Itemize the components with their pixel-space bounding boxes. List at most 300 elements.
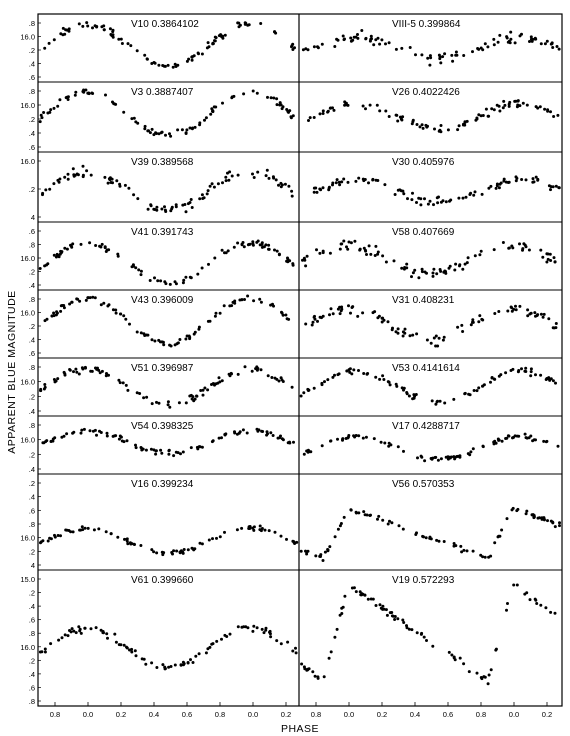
data-point <box>211 42 214 45</box>
data-point <box>133 543 136 546</box>
data-point <box>256 367 259 370</box>
data-point <box>71 301 74 304</box>
data-point <box>150 448 153 451</box>
data-point <box>491 377 494 380</box>
data-point <box>261 628 264 631</box>
data-point <box>552 115 555 118</box>
data-point <box>548 184 551 187</box>
data-point <box>72 530 75 533</box>
data-point <box>534 315 537 318</box>
data-point <box>143 54 146 57</box>
data-point <box>86 92 89 95</box>
data-point <box>355 590 358 593</box>
data-point <box>314 318 317 321</box>
data-point <box>211 537 214 540</box>
x-tick-label: 0.4 <box>409 710 421 719</box>
data-point <box>343 595 346 598</box>
data-point <box>349 367 352 370</box>
data-point <box>431 645 434 648</box>
y-tick-label: 16.0 <box>20 533 35 543</box>
data-point <box>553 256 556 259</box>
data-point <box>331 182 334 185</box>
data-point <box>293 46 296 49</box>
data-point <box>196 446 199 449</box>
y-tick-label: 4 <box>30 561 35 570</box>
data-point <box>89 370 92 373</box>
data-point <box>505 181 508 184</box>
data-point <box>237 625 240 628</box>
data-point <box>550 43 553 46</box>
data-point <box>126 542 129 545</box>
data-point <box>151 128 154 131</box>
data-point <box>91 26 94 29</box>
data-point <box>113 103 116 106</box>
data-point <box>546 519 549 522</box>
data-point <box>330 307 333 310</box>
data-point <box>532 177 535 180</box>
data-point <box>339 248 342 251</box>
data-point <box>182 451 185 454</box>
data-point <box>274 531 277 534</box>
y-tick-label: .2 <box>28 450 35 460</box>
data-point <box>201 53 204 56</box>
data-point <box>405 263 408 266</box>
data-point <box>261 430 264 433</box>
data-point <box>378 315 381 318</box>
data-point <box>411 192 414 195</box>
data-point <box>528 40 531 43</box>
data-point <box>469 450 472 453</box>
data-point <box>453 269 456 272</box>
data-point <box>321 43 324 46</box>
data-point <box>268 631 271 634</box>
data-point <box>359 593 362 596</box>
data-point <box>368 244 371 247</box>
data-point <box>471 50 474 53</box>
data-point <box>429 56 432 59</box>
data-point <box>287 441 290 444</box>
data-point <box>174 664 177 667</box>
data-point <box>169 283 172 286</box>
data-point <box>306 668 309 671</box>
data-point <box>128 323 131 326</box>
data-point <box>364 37 367 40</box>
data-point <box>130 651 133 654</box>
data-point <box>467 393 470 396</box>
data-point <box>83 428 86 431</box>
data-point <box>535 176 538 179</box>
data-point <box>252 90 255 93</box>
data-point <box>467 256 470 259</box>
data-point <box>426 57 429 60</box>
data-point <box>508 181 511 184</box>
data-point <box>516 584 519 587</box>
y-tick-label: .4 <box>28 407 35 416</box>
data-point <box>175 550 178 553</box>
data-point <box>489 381 492 384</box>
y-tick-label: 16.0 <box>20 377 35 387</box>
data-point <box>214 315 217 318</box>
data-point <box>112 29 115 32</box>
data-point <box>213 39 216 42</box>
data-point <box>419 125 422 128</box>
data-point <box>528 313 531 316</box>
data-point <box>79 529 82 532</box>
data-point <box>190 394 193 397</box>
data-point <box>317 46 320 49</box>
x-axis-label: PHASE <box>280 723 320 735</box>
data-point <box>490 668 493 671</box>
y-tick-label: 16.0 <box>20 101 35 110</box>
data-point <box>440 457 443 460</box>
data-point <box>423 197 426 200</box>
data-point <box>272 177 275 180</box>
data-point <box>171 553 174 556</box>
data-point <box>498 105 501 108</box>
data-points <box>39 21 561 685</box>
data-point <box>323 380 326 383</box>
data-point <box>356 315 359 318</box>
data-point <box>67 634 70 637</box>
data-point <box>313 45 316 48</box>
data-point <box>439 61 442 64</box>
data-point <box>191 206 194 209</box>
data-point <box>502 100 505 103</box>
data-point <box>106 435 109 438</box>
data-point <box>82 165 85 168</box>
data-point <box>260 301 263 304</box>
data-point <box>357 177 360 180</box>
data-point <box>414 533 417 536</box>
data-point <box>118 183 121 186</box>
data-point <box>425 639 428 642</box>
data-point <box>404 328 407 331</box>
data-point <box>98 245 101 248</box>
panel-title: V26 0.4022426 <box>392 87 460 98</box>
data-point <box>167 403 170 406</box>
y-tick-label: 16.0 <box>20 642 35 652</box>
data-point <box>134 444 137 447</box>
y-tick-label: .6 <box>28 506 35 516</box>
data-point <box>190 446 193 449</box>
data-point <box>276 250 279 253</box>
data-point <box>462 662 465 665</box>
data-point <box>531 439 534 442</box>
data-point <box>87 296 90 299</box>
data-point <box>353 240 356 243</box>
data-point <box>53 254 56 257</box>
y-tick-label: .2 <box>28 115 35 124</box>
data-point <box>515 175 518 178</box>
data-point <box>292 441 295 444</box>
data-point <box>170 207 173 210</box>
data-point <box>343 516 346 519</box>
data-point <box>194 655 197 658</box>
data-point <box>502 106 505 109</box>
data-point <box>549 110 552 113</box>
data-point <box>261 246 264 249</box>
data-point <box>322 315 325 318</box>
data-point <box>487 115 490 118</box>
data-point <box>395 114 398 117</box>
data-point <box>150 548 153 551</box>
data-point <box>326 111 329 114</box>
data-point <box>51 315 54 318</box>
data-point <box>354 180 357 183</box>
data-point <box>545 440 548 443</box>
data-point <box>163 205 166 208</box>
data-point <box>369 253 372 256</box>
data-point <box>133 117 136 120</box>
data-point <box>178 401 181 404</box>
data-point <box>476 47 479 50</box>
data-point <box>388 115 391 118</box>
data-point <box>360 29 363 32</box>
data-point <box>411 397 414 400</box>
data-point <box>425 272 428 275</box>
data-point <box>529 374 532 377</box>
data-point <box>409 46 412 49</box>
data-point <box>378 378 381 381</box>
data-point <box>267 244 270 247</box>
data-point <box>167 453 170 456</box>
data-point <box>524 370 527 373</box>
data-point <box>97 369 100 372</box>
data-point <box>461 330 464 333</box>
y-tick-label: .4 <box>28 281 35 290</box>
data-point <box>91 296 94 299</box>
data-point <box>437 196 440 199</box>
data-point <box>100 303 103 306</box>
data-point <box>198 652 201 655</box>
data-point <box>112 308 115 311</box>
data-point <box>55 310 58 313</box>
data-point <box>212 642 215 645</box>
data-point <box>472 194 475 197</box>
data-point <box>402 621 405 624</box>
data-point <box>149 279 152 282</box>
data-point <box>314 554 317 557</box>
data-point <box>383 442 386 445</box>
data-point <box>134 649 137 652</box>
data-point <box>161 553 164 556</box>
data-point <box>320 382 323 385</box>
data-point <box>449 199 452 202</box>
data-point <box>80 429 83 432</box>
data-point <box>105 374 108 377</box>
data-point <box>41 193 44 196</box>
data-point <box>278 436 281 439</box>
data-point <box>346 369 349 372</box>
data-point <box>117 255 120 258</box>
data-point <box>59 310 62 313</box>
data-point <box>125 646 128 649</box>
data-point <box>382 378 385 381</box>
data-point <box>106 432 109 435</box>
data-point <box>47 540 50 543</box>
data-point <box>365 253 368 256</box>
data-point <box>340 243 343 246</box>
data-point <box>112 435 115 438</box>
data-point <box>209 185 212 188</box>
data-point <box>443 540 446 543</box>
panel-title: V16 0.399234 <box>131 479 194 490</box>
data-point <box>43 383 46 386</box>
data-point <box>207 41 210 44</box>
data-point <box>525 178 528 181</box>
data-point <box>422 535 425 538</box>
data-point <box>225 635 228 638</box>
data-point <box>434 456 437 459</box>
data-point <box>218 376 221 379</box>
data-point <box>56 105 59 108</box>
data-point <box>161 663 164 666</box>
data-point <box>198 197 201 200</box>
data-point <box>364 107 367 110</box>
data-point <box>95 26 98 29</box>
data-point <box>415 201 418 204</box>
data-point <box>506 517 509 520</box>
data-point <box>290 115 293 118</box>
data-point <box>184 276 187 279</box>
data-point <box>273 249 276 252</box>
data-point <box>378 109 381 112</box>
data-point <box>395 385 398 388</box>
x-tick-label: 0.8 <box>310 710 322 719</box>
data-point <box>366 373 369 376</box>
data-point <box>326 549 329 552</box>
panel-title: V54 0.398325 <box>131 421 194 432</box>
data-point <box>541 516 544 519</box>
data-point <box>103 28 106 31</box>
data-point <box>44 188 47 191</box>
data-point <box>251 173 254 176</box>
data-point <box>426 339 429 342</box>
x-tick-label: 0.0 <box>508 710 520 719</box>
data-point <box>68 629 71 632</box>
data-point <box>275 178 278 181</box>
data-point <box>154 449 157 452</box>
y-tick-label: .8 <box>28 240 35 250</box>
data-point <box>462 197 465 200</box>
data-point <box>129 44 132 47</box>
data-point <box>420 456 423 459</box>
data-point <box>490 107 493 110</box>
data-point <box>430 537 433 540</box>
data-point <box>484 42 487 45</box>
x-tick-label: 0.8 <box>475 710 487 719</box>
data-point <box>266 96 269 99</box>
data-point <box>50 537 53 540</box>
data-point <box>370 35 373 38</box>
x-tick-label: 0.0 <box>247 710 259 719</box>
data-point <box>135 446 138 449</box>
data-point <box>202 394 205 397</box>
data-point <box>432 275 435 278</box>
data-point <box>401 386 404 389</box>
data-point <box>68 303 71 306</box>
data-point <box>95 434 98 437</box>
data-point <box>291 262 294 265</box>
data-point <box>318 188 321 191</box>
data-point <box>436 201 439 204</box>
data-point <box>300 663 303 666</box>
panel-title: V39 0.389568 <box>131 157 194 168</box>
data-point <box>191 398 194 401</box>
data-point <box>247 243 250 246</box>
data-point <box>349 508 352 511</box>
data-point <box>140 273 143 276</box>
data-point <box>198 326 201 329</box>
data-point <box>151 338 154 341</box>
data-point <box>191 59 194 62</box>
data-point <box>454 263 457 266</box>
data-point <box>394 615 397 618</box>
data-point <box>101 243 104 246</box>
data-point <box>49 108 52 111</box>
data-point <box>435 272 438 275</box>
data-point <box>291 650 294 653</box>
data-point <box>522 242 525 245</box>
data-point <box>546 40 549 43</box>
data-point <box>72 431 75 434</box>
data-point <box>480 250 483 253</box>
data-point <box>147 208 150 211</box>
data-point <box>388 41 391 44</box>
data-point <box>511 368 514 371</box>
data-point <box>411 334 414 337</box>
data-point <box>198 121 201 124</box>
data-point <box>136 391 139 394</box>
data-point <box>215 537 218 540</box>
data-point <box>102 630 105 633</box>
data-point <box>339 312 342 315</box>
data-point <box>308 450 311 453</box>
data-point <box>122 111 125 114</box>
data-point <box>285 538 288 541</box>
data-point <box>383 183 386 186</box>
data-point <box>65 432 68 435</box>
data-point <box>195 395 198 398</box>
x-tick-label: 0.2 <box>115 710 127 719</box>
data-point <box>160 208 163 211</box>
panel-title: V3 0.3887407 <box>131 87 194 98</box>
data-point <box>203 196 206 199</box>
data-point <box>187 548 190 551</box>
data-point <box>402 330 405 333</box>
data-point <box>194 331 197 334</box>
data-point <box>531 181 534 184</box>
data-point <box>544 606 547 609</box>
data-point <box>327 188 330 191</box>
data-point <box>295 541 298 544</box>
data-point <box>497 535 500 538</box>
data-point <box>477 320 480 323</box>
data-point <box>345 245 348 248</box>
data-point <box>349 312 352 315</box>
data-point <box>347 434 350 437</box>
data-point <box>82 91 85 94</box>
data-point <box>339 614 342 617</box>
data-point <box>276 103 279 106</box>
data-point <box>362 510 365 513</box>
data-point <box>91 92 94 95</box>
data-point <box>334 535 337 538</box>
data-point <box>213 186 216 189</box>
data-point <box>468 670 471 673</box>
data-point <box>227 179 230 182</box>
data-point <box>362 105 365 108</box>
